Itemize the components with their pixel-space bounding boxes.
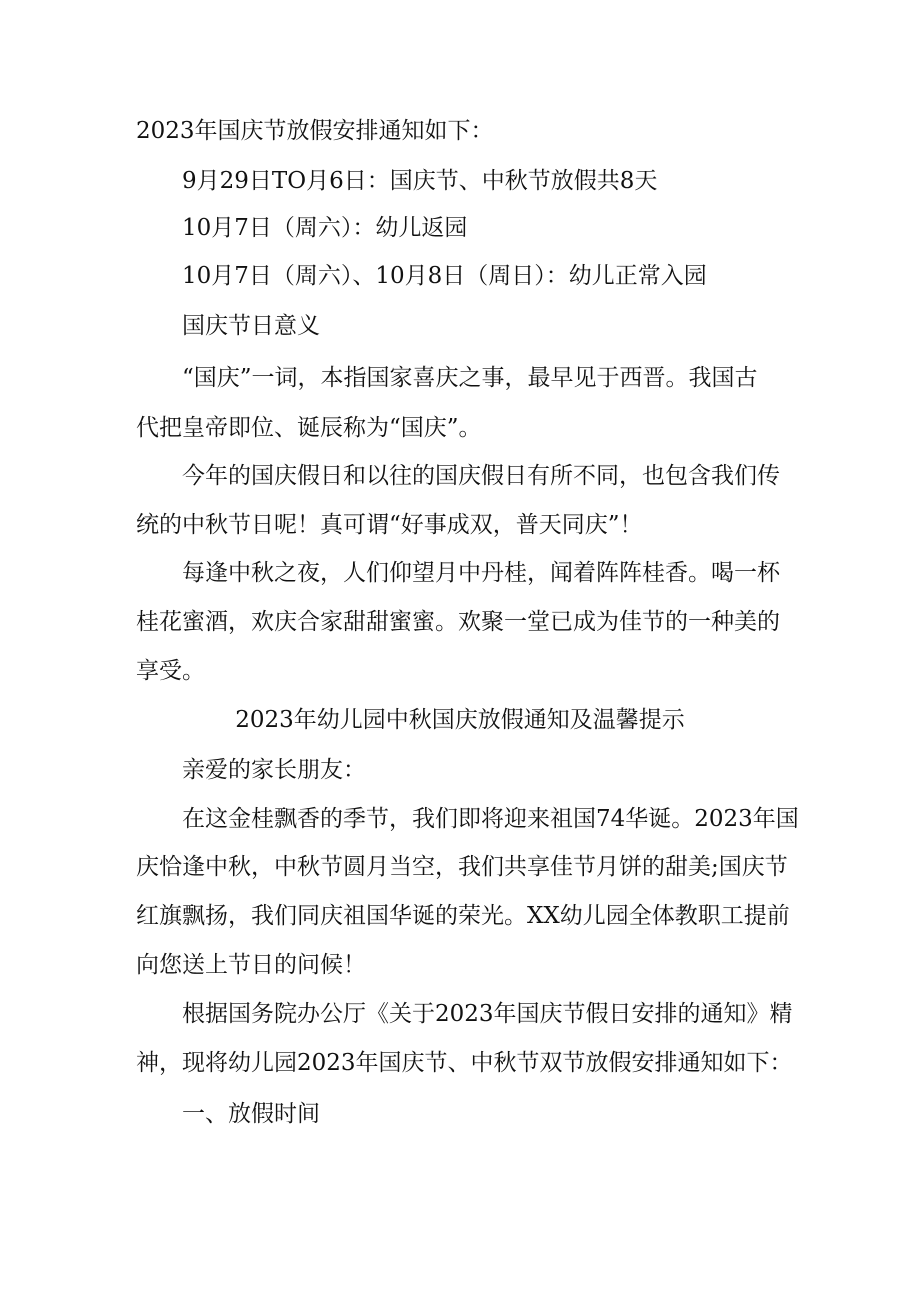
- paragraph-line: “国庆”一词，本指国家喜庆之事，最早见于西晋。我国古: [182, 365, 758, 391]
- paragraph-line: 向您送上节日的问候！: [136, 952, 366, 978]
- paragraph-line: 桂花蜜酒，欢庆合家甜甜蜜蜜。欢聚一堂已成为佳节的一种美的: [136, 609, 780, 635]
- paragraph-line: 在这金桂飘香的季节，我们即将迎来祖国74华诞。2023年国: [182, 806, 799, 832]
- paragraph-line: 每逢中秋之夜，人们仰望月中丹桂，闻着阵阵桂香。喝一杯: [182, 560, 780, 586]
- schedule-line: 10月7日（周六）、10月8日（周日）：幼儿正常入园: [182, 263, 707, 289]
- intro-heading: 2023年国庆节放假安排通知如下：: [136, 118, 494, 144]
- schedule-line: 9月29日TO月6日：国庆节、中秋节放假共8天: [182, 168, 658, 194]
- meaning-heading: 国庆节日意义: [182, 313, 320, 339]
- section-heading: 一、放假时间: [182, 1101, 320, 1127]
- paragraph-line: 根据国务院办公厅《关于2023年国庆节假日安排的通知》精: [182, 1001, 793, 1027]
- paragraph-line: 红旗飘扬，我们同庆祖国华诞的荣光。XX幼儿园全体教职工提前: [136, 903, 790, 929]
- paragraph-line: 代把皇帝即位、诞辰称为“国庆”。: [136, 415, 482, 441]
- paragraph-line: 享受。: [136, 658, 205, 684]
- schedule-line: 10月7日（周六）：幼儿返园: [182, 215, 468, 241]
- notice-title: 2023年幼儿园中秋国庆放假通知及温馨提示: [235, 707, 685, 733]
- paragraph-line: 今年的国庆假日和以往的国庆假日有所不同，也包含我们传: [182, 463, 780, 489]
- greeting: 亲爱的家长朋友：: [182, 757, 366, 783]
- paragraph-line: 统的中秋节日呢！真可谓“好事成双，普天同庆”！: [136, 512, 643, 538]
- paragraph-line: 神，现将幼儿园2023年国庆节、中秋节双节放假安排通知如下：: [136, 1050, 793, 1076]
- paragraph-line: 庆恰逢中秋，中秋节圆月当空，我们共享佳节月饼的甜美;国庆节: [136, 854, 788, 880]
